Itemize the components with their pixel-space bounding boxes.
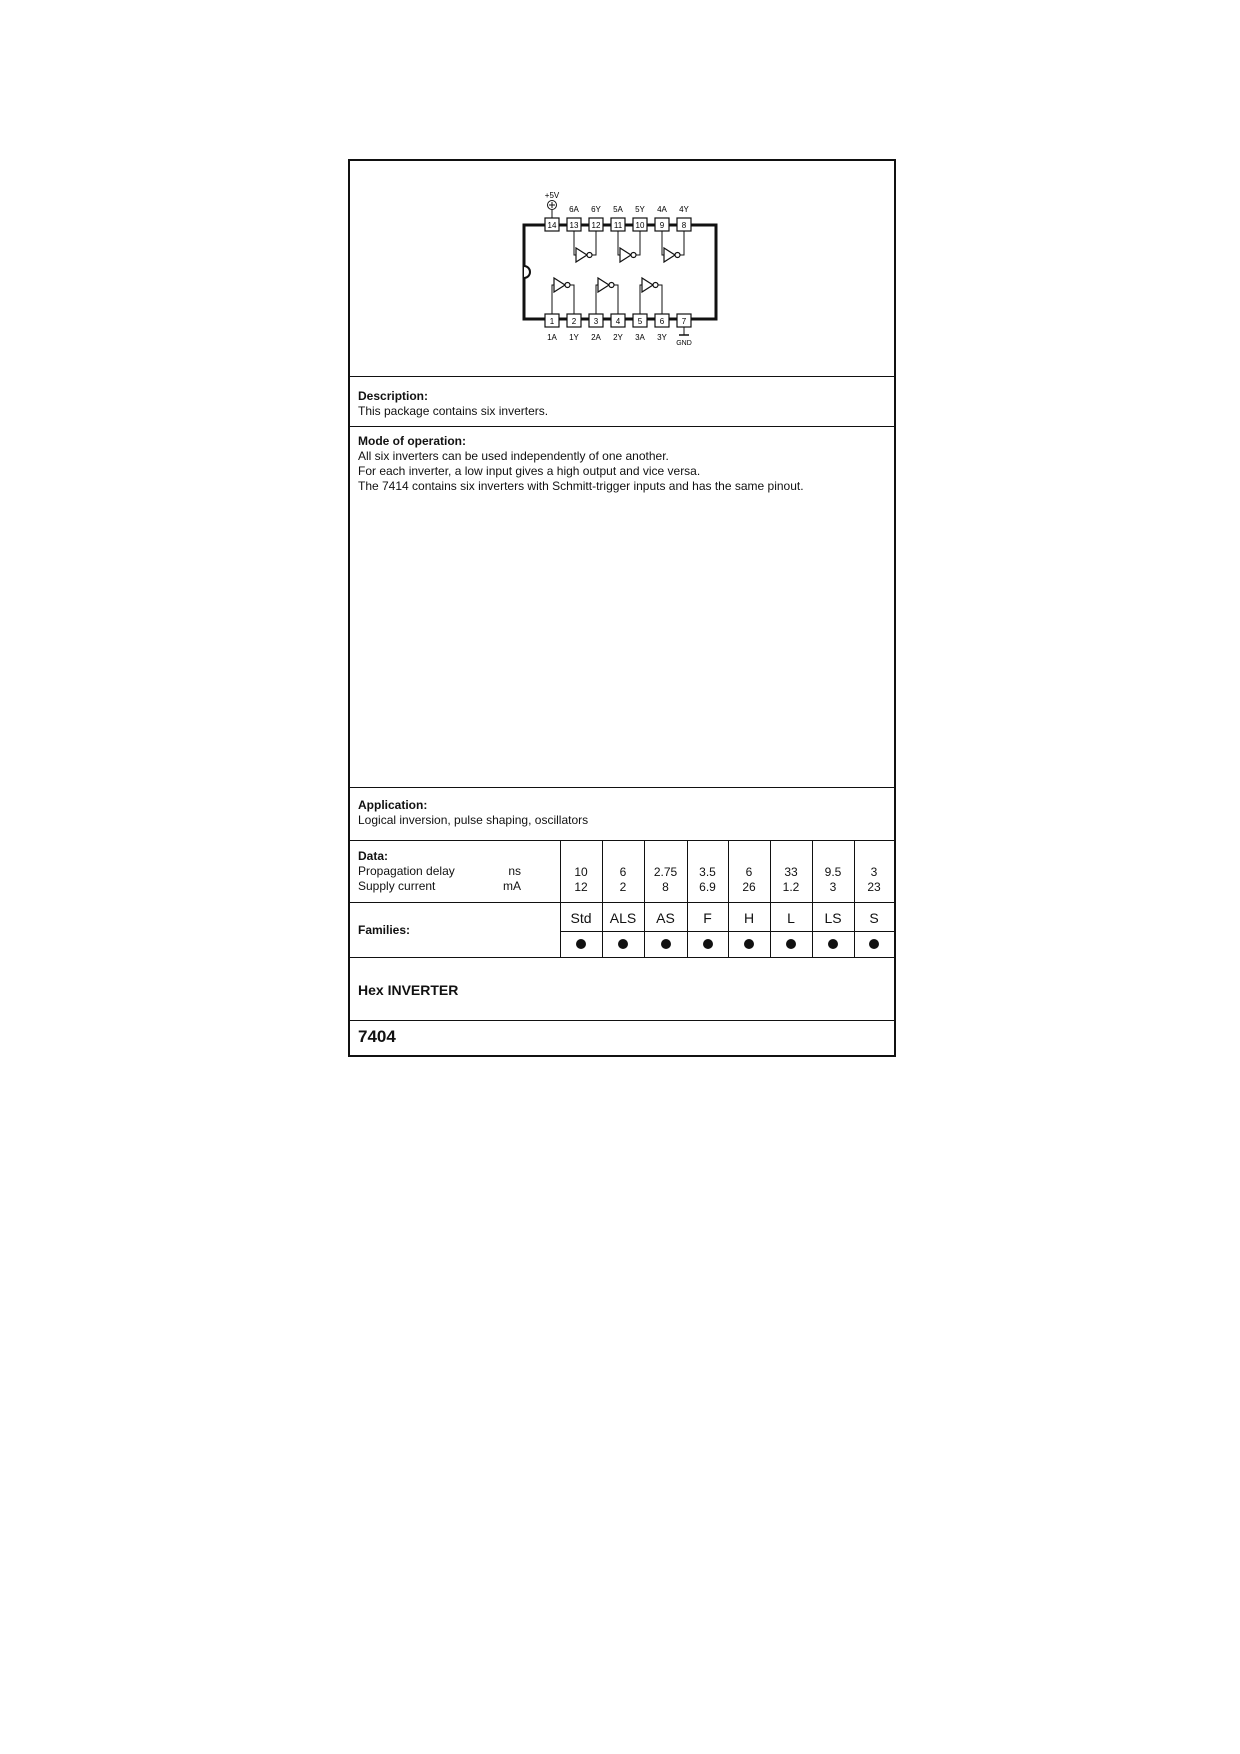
propagation-delay-value: 3.5 bbox=[699, 865, 716, 879]
propagation-delay-value: 2.75 bbox=[653, 865, 678, 879]
families-row-divider bbox=[560, 931, 894, 932]
family-name: L bbox=[787, 910, 795, 926]
application-heading: Application: bbox=[358, 798, 428, 812]
device-number: 7404 bbox=[358, 1027, 396, 1046]
supply-current-label: Supply current bbox=[358, 879, 436, 893]
supply-current-value: 6.9 bbox=[699, 880, 716, 894]
pinout-diagram bbox=[350, 161, 894, 375]
pin-label: 2Y bbox=[613, 333, 623, 342]
inverter-gate bbox=[554, 278, 570, 292]
supply-current-value: 3 bbox=[829, 880, 837, 894]
inverter-gate bbox=[598, 278, 614, 292]
supply-current-value: 2 bbox=[619, 880, 627, 894]
data-section bbox=[350, 841, 894, 903]
propagation-delay-value: 33 bbox=[784, 865, 798, 879]
pin-number: 2 bbox=[571, 317, 577, 326]
mode-line: The 7414 contains six inverters with Schmitt-trigger inputs and has the same pinout. bbox=[358, 479, 804, 493]
family-name: F bbox=[703, 910, 712, 926]
device-name-section bbox=[350, 958, 894, 1021]
ic-notch bbox=[524, 266, 530, 278]
device-number-section bbox=[350, 1021, 894, 1055]
pin-label: 2A bbox=[591, 333, 601, 342]
vcc-label: +5V bbox=[544, 191, 560, 200]
pin-number: 1 bbox=[549, 317, 555, 326]
supply-current-value: 8 bbox=[662, 880, 669, 894]
family-available-dot bbox=[828, 939, 838, 949]
family-available-dot bbox=[576, 939, 586, 949]
bottom-pin-row bbox=[545, 314, 691, 342]
pin-label: 1A bbox=[547, 333, 557, 342]
propagation-delay-value: 6 bbox=[745, 865, 753, 879]
pin-label: 3A bbox=[635, 333, 645, 342]
family-name: AS bbox=[656, 910, 675, 926]
supply-current-value: 26 bbox=[742, 880, 756, 894]
supply-current-value: 23 bbox=[867, 880, 881, 894]
top-pin-row bbox=[545, 205, 691, 231]
families-heading: Families: bbox=[358, 923, 411, 937]
supply-current-value: 1.2 bbox=[782, 880, 800, 894]
mode-line: All six inverters can be used independently of one another. bbox=[358, 449, 669, 463]
pin-number: 11 bbox=[613, 221, 623, 230]
pin-number: 10 bbox=[635, 221, 645, 230]
inverter-gate bbox=[642, 278, 658, 292]
propagation-delay-unit: ns bbox=[508, 864, 521, 878]
inverter-gate bbox=[576, 248, 592, 262]
pin-label: 5Y bbox=[635, 205, 645, 214]
datasheet-card bbox=[348, 159, 896, 1057]
pin-number: 4 bbox=[615, 317, 621, 326]
application-section bbox=[350, 788, 894, 841]
data-heading: Data: bbox=[358, 849, 389, 863]
pin-label: 4A bbox=[657, 205, 667, 214]
inverter-gates bbox=[552, 231, 684, 314]
pin-number: 12 bbox=[591, 221, 601, 230]
family-name: ALS bbox=[609, 910, 637, 926]
description-text: This package contains six inverters. bbox=[358, 404, 549, 418]
pin-label: 6Y bbox=[591, 205, 601, 214]
pin-number: 5 bbox=[637, 317, 643, 326]
supply-current-value: 12 bbox=[574, 880, 588, 894]
propagation-delay-value: 3 bbox=[870, 865, 878, 879]
pin-label: 3Y bbox=[657, 333, 667, 342]
application-text: Logical inversion, pulse shaping, oscillators bbox=[358, 813, 589, 827]
pin-label: 1Y bbox=[569, 333, 579, 342]
pin-label: 5A bbox=[613, 205, 623, 214]
family-name: Std bbox=[570, 910, 592, 926]
pinout-section bbox=[350, 161, 894, 377]
pin-number: 8 bbox=[681, 221, 687, 230]
pin-label: 6A bbox=[569, 205, 579, 214]
families-section bbox=[350, 903, 894, 958]
ic-package-body bbox=[524, 225, 716, 319]
mode-heading: Mode of operation: bbox=[358, 434, 466, 448]
propagation-delay-value: 9.5 bbox=[824, 865, 842, 879]
inverter-gate bbox=[664, 248, 680, 262]
mode-line: For each inverter, a low input gives a high output and vice versa. bbox=[358, 464, 701, 478]
mode-section bbox=[350, 427, 894, 788]
inverter-gate bbox=[620, 248, 636, 262]
pin-number: 9 bbox=[659, 221, 665, 230]
family-available-dot bbox=[703, 939, 713, 949]
family-name: LS bbox=[824, 910, 842, 926]
pin-number: 7 bbox=[681, 317, 687, 326]
family-name: S bbox=[869, 910, 879, 926]
family-available-dot bbox=[744, 939, 754, 949]
family-name: H bbox=[743, 910, 755, 926]
propagation-delay-value: 6 bbox=[619, 865, 627, 879]
propagation-delay-value: 10 bbox=[574, 865, 588, 879]
gnd-label: GND bbox=[676, 340, 692, 347]
supply-current-unit: mA bbox=[503, 879, 521, 893]
pin-number: 14 bbox=[547, 221, 557, 230]
pin-number: 13 bbox=[569, 221, 579, 230]
family-available-dot bbox=[869, 939, 879, 949]
family-available-dot bbox=[786, 939, 796, 949]
description-section bbox=[350, 377, 894, 427]
family-available-dot bbox=[618, 939, 628, 949]
pin-number: 6 bbox=[659, 317, 665, 326]
device-name: Hex INVERTER bbox=[358, 982, 459, 998]
family-available-dot bbox=[661, 939, 671, 949]
propagation-delay-label: Propagation delay bbox=[358, 864, 455, 878]
description-heading: Description: bbox=[358, 389, 429, 403]
pin-number: 3 bbox=[593, 317, 599, 326]
pin-label: 4Y bbox=[679, 205, 689, 214]
